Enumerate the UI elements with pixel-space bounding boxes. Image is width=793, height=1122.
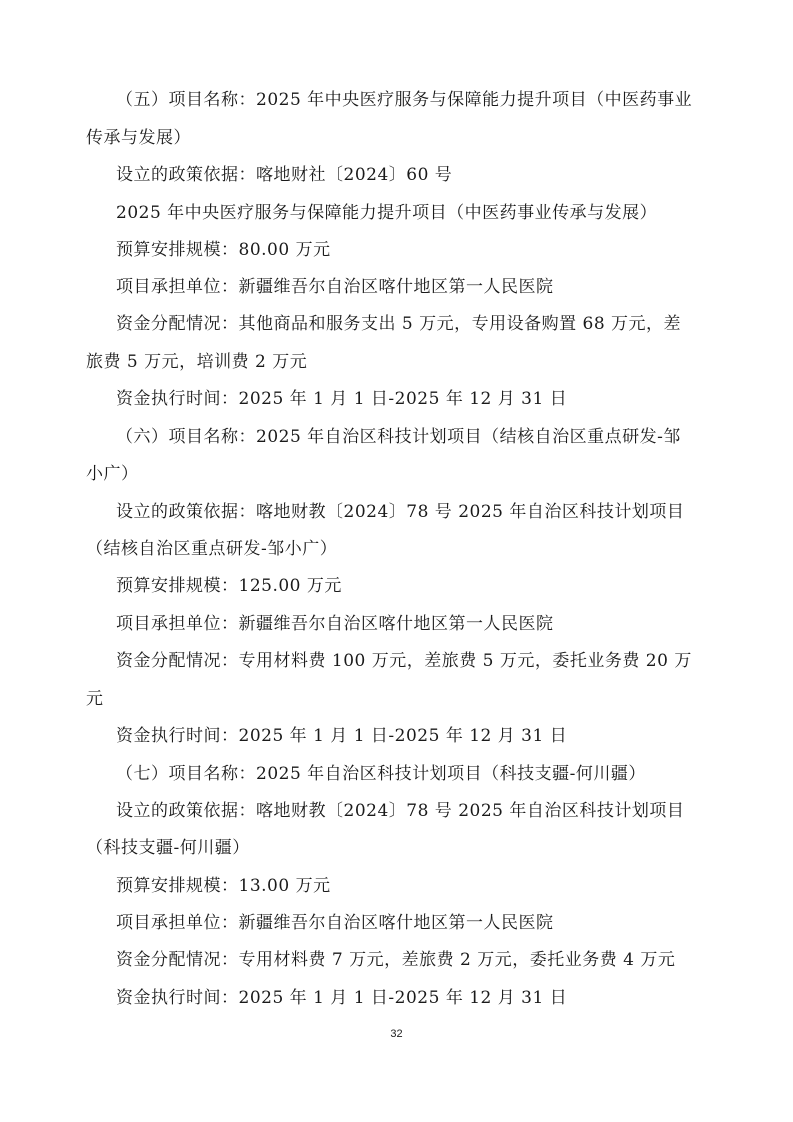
section-5-allocation-line-2: 旅费 5 万元，培训费 2 万元	[86, 352, 308, 372]
section-5-heading-line-2: 传承与发展）	[86, 128, 191, 148]
section-7-unit: 项目承担单位：新疆维吾尔自治区喀什地区第一人民医院	[116, 913, 554, 933]
section-5-policy-line-1: 设立的政策依据：喀地财社〔2024〕60 号	[116, 165, 453, 185]
section-6-budget: 预算安排规模：125.00 万元	[116, 576, 342, 596]
section-6-policy-line-1: 设立的政策依据：喀地财教〔2024〕78 号 2025 年自治区科技计划项目	[116, 502, 685, 522]
section-6-policy-line-2: （结核自治区重点研发-邹小广）	[86, 539, 338, 559]
section-7-policy-line-2: （科技支疆-何川疆）	[86, 838, 250, 858]
section-5-allocation-line-1: 资金分配情况：其他商品和服务支出 5 万元，专用设备购置 68 万元，差	[116, 314, 682, 334]
section-5-time: 资金执行时间：2025 年 1 月 1 日-2025 年 12 月 31 日	[116, 389, 568, 409]
section-7-time: 资金执行时间：2025 年 1 月 1 日-2025 年 12 月 31 日	[116, 988, 568, 1008]
section-7-policy-line-1: 设立的政策依据：喀地财教〔2024〕78 号 2025 年自治区科技计划项目	[116, 801, 685, 821]
section-6-allocation-line-2: 元	[86, 689, 104, 709]
section-6-heading-line-1: （六）项目名称：2025 年自治区科技计划项目（结核自治区重点研发-邹	[116, 427, 681, 447]
section-6-heading-line-2: 小广）	[86, 464, 139, 484]
section-5-budget: 预算安排规模：80.00 万元	[116, 240, 331, 260]
section-7-budget: 预算安排规模：13.00 万元	[116, 876, 331, 896]
section-6-allocation-line-1: 资金分配情况：专用材料费 100 万元，差旅费 5 万元，委托业务费 20 万	[116, 651, 692, 671]
section-6-unit: 项目承担单位：新疆维吾尔自治区喀什地区第一人民医院	[116, 614, 554, 634]
section-6-time: 资金执行时间：2025 年 1 月 1 日-2025 年 12 月 31 日	[116, 726, 568, 746]
section-7-allocation: 资金分配情况：专用材料费 7 万元，差旅费 2 万元，委托业务费 4 万元	[116, 950, 676, 970]
section-5-policy-line-2: 2025 年中央医疗服务与保障能力提升项目（中医药事业传承与发展）	[116, 203, 658, 223]
section-7-heading: （七）项目名称：2025 年自治区科技计划项目（科技支疆-何川疆）	[116, 764, 646, 784]
section-5-heading-line-1: （五）项目名称：2025 年中央医疗服务与保障能力提升项目（中医药事业	[116, 90, 693, 110]
page-number: 32	[390, 1028, 403, 1040]
section-5-unit: 项目承担单位：新疆维吾尔自治区喀什地区第一人民医院	[116, 277, 554, 297]
